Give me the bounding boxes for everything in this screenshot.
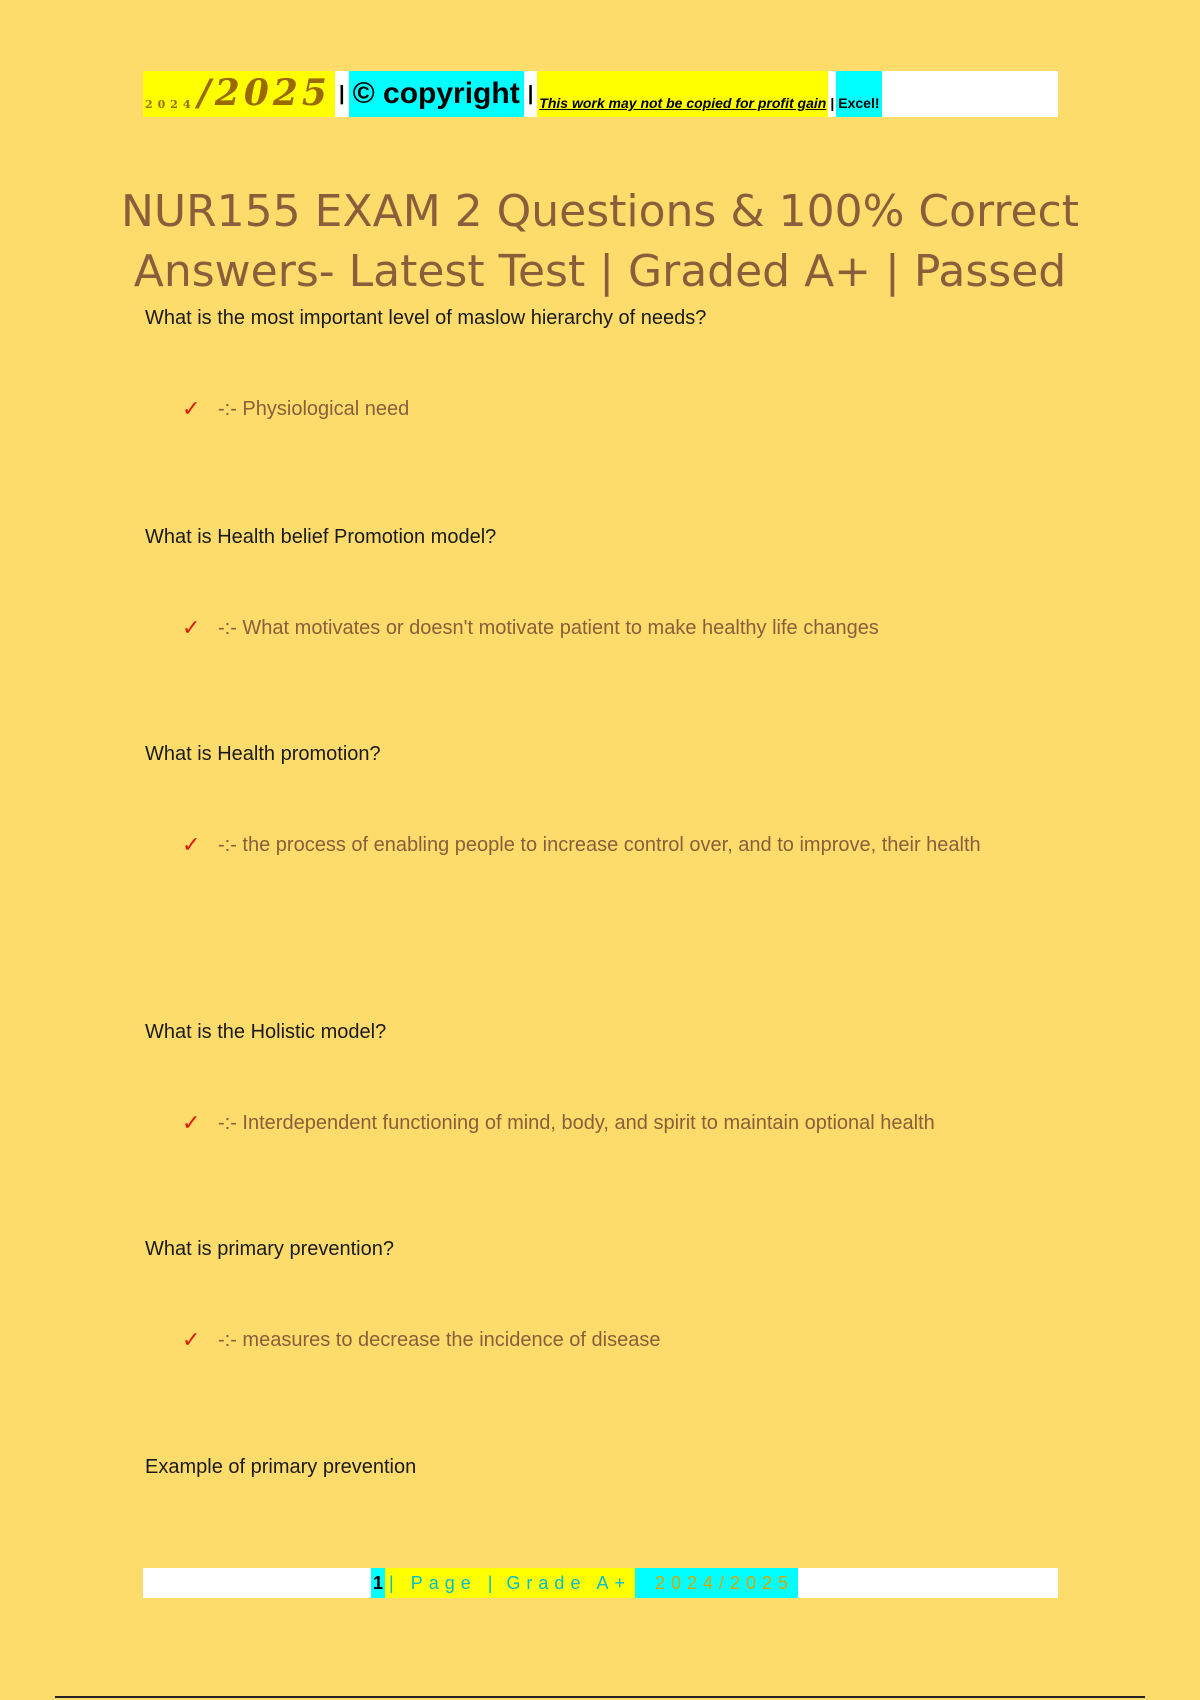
header-separator: | [338, 82, 345, 105]
answer-text: -:- Interdependent functioning of mind, body, and spirit to maintain optional health [218, 1112, 935, 1134]
header-copy-notice: This work may not be copied for profit gain [537, 71, 828, 117]
answer-block [145, 1311, 1075, 1369]
answer-block [145, 380, 1075, 438]
header-separator: | [830, 95, 835, 111]
answer-text: -:- measures to decrease the incidence of disease [218, 1329, 661, 1351]
footer-page-info [371, 1568, 798, 1598]
header-year [143, 71, 335, 117]
footer-year: 2024/2025 [635, 1568, 798, 1598]
page-number: 1 [371, 1568, 385, 1598]
question-text: What is the Holistic model? [145, 1021, 387, 1043]
qa-item [145, 307, 1075, 438]
question-text: What is Health promotion? [145, 743, 381, 765]
question-text: What is primary prevention? [145, 1238, 394, 1260]
answer-text: -:- What motivates or doesn't motivate patient to make healthy life changes [218, 617, 879, 639]
checkmark-icon: ✓ [182, 615, 201, 640]
answer-block [145, 816, 1018, 874]
answer-text: -:- the process of enabling people to increase control over, and to improve, their health [218, 834, 981, 856]
page-label: | Page | [385, 1568, 502, 1598]
answer-block [145, 599, 1075, 657]
header-year-small: 2024 [145, 98, 196, 111]
checkmark-icon: ✓ [182, 832, 201, 857]
page-bottom-rule [55, 1696, 1145, 1698]
qa-item [145, 1456, 1075, 1479]
document-title: NUR155 EXAM 2 Questions & 100% Correct Answers- Latest Test | Graded A+ | Passed [120, 186, 1079, 297]
qa-item [145, 1021, 1075, 1152]
header-excel-tag: Excel! [836, 71, 881, 117]
question-text: What is Health belief Promotion model? [145, 526, 497, 548]
header-year-big: /2025 [197, 72, 331, 114]
qa-item [145, 526, 1075, 657]
checkmark-icon: ✓ [182, 1327, 201, 1352]
answer-block [145, 1094, 1075, 1152]
header-separator: | [527, 82, 534, 105]
question-text: What is the most important level of maslow hierarchy of needs? [145, 307, 707, 329]
checkmark-icon: ✓ [182, 396, 201, 421]
answer-text: -:- Physiological need [218, 398, 410, 420]
qa-item [145, 1238, 1075, 1369]
qa-item [145, 743, 1075, 874]
checkmark-icon: ✓ [182, 1110, 201, 1135]
footer-banner [143, 1568, 1058, 1598]
header-banner [143, 71, 1058, 117]
question-text: Example of primary prevention [145, 1456, 417, 1478]
grade-label: Grade A+ [502, 1568, 635, 1598]
header-copyright: © copyright [349, 71, 524, 117]
